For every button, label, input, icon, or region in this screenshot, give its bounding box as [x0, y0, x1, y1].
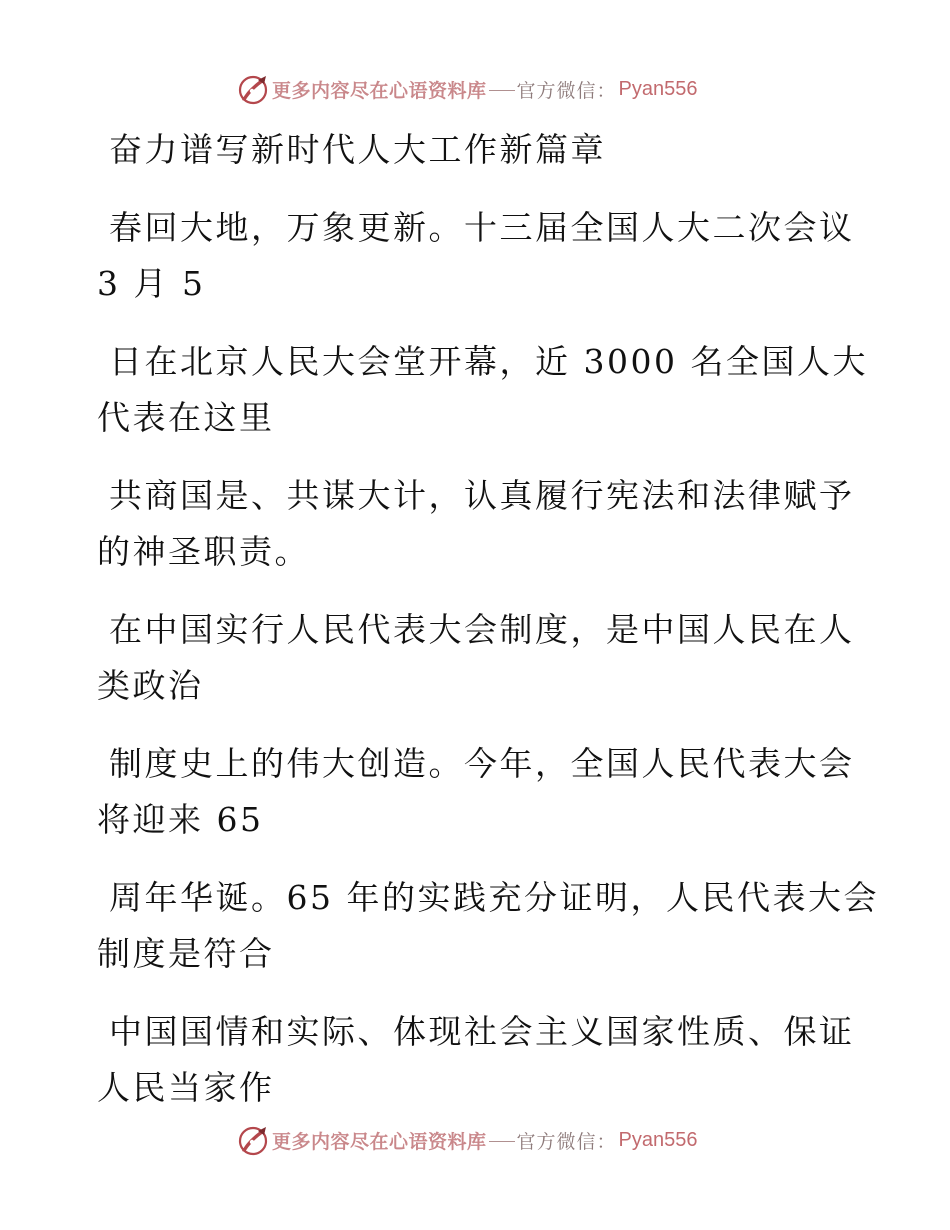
paragraph-line: 周年华诞。65 年的实践充分证明，人民代表大会: [109, 878, 879, 917]
paragraph-line: 人民当家作: [97, 1068, 275, 1107]
paragraph-line: 的神圣职责。: [97, 532, 310, 571]
banner-official-label: 官方微信：: [516, 1130, 617, 1153]
document-body: [97, 122, 879, 1116]
banner-wechat-id: Pyan556: [618, 1128, 698, 1151]
paragraph-line: 在中国实行人民代表大会制度，是中国人民在人: [109, 610, 855, 649]
pen-nib-logo-icon: [236, 1123, 270, 1157]
paragraph-line: 制度是符合: [97, 934, 275, 973]
paragraph-line: 春回大地，万象更新。十三届全国人大二次会议: [109, 208, 855, 247]
paragraph-line: 制度史上的伟大创造。今年，全国人民代表大会: [109, 744, 855, 783]
banner-lead-text: 更多内容尽在心语资料库: [272, 1130, 487, 1153]
paragraph-line: 中国国情和实际、体现社会主义国家性质、保证: [109, 1012, 855, 1051]
banner-official-label: 官方微信：: [516, 79, 617, 102]
paragraph-line: 3 月 5: [97, 264, 206, 303]
paragraph-line: 将迎来 65: [97, 800, 264, 839]
banner-dash: [489, 1141, 515, 1142]
paragraph-line: 代表在这里: [97, 398, 275, 437]
banner-wechat-id: Pyan556: [618, 77, 698, 100]
banner-lead-text: 更多内容尽在心语资料库: [272, 79, 487, 102]
footer-watermark-banner: [236, 1123, 698, 1157]
document-title: 奋力谱写新时代人大工作新篇章: [109, 130, 606, 169]
paragraph-line: 共商国是、共谋大计，认真履行宪法和法律赋予: [109, 476, 855, 515]
pen-nib-logo-icon: [236, 72, 270, 106]
header-watermark-banner: [236, 72, 698, 106]
paragraph-line: 日在北京人民大会堂开幕，近 3000 名全国人大: [109, 342, 868, 381]
banner-dash: [489, 90, 515, 91]
paragraph-line: 类政治: [97, 666, 204, 705]
